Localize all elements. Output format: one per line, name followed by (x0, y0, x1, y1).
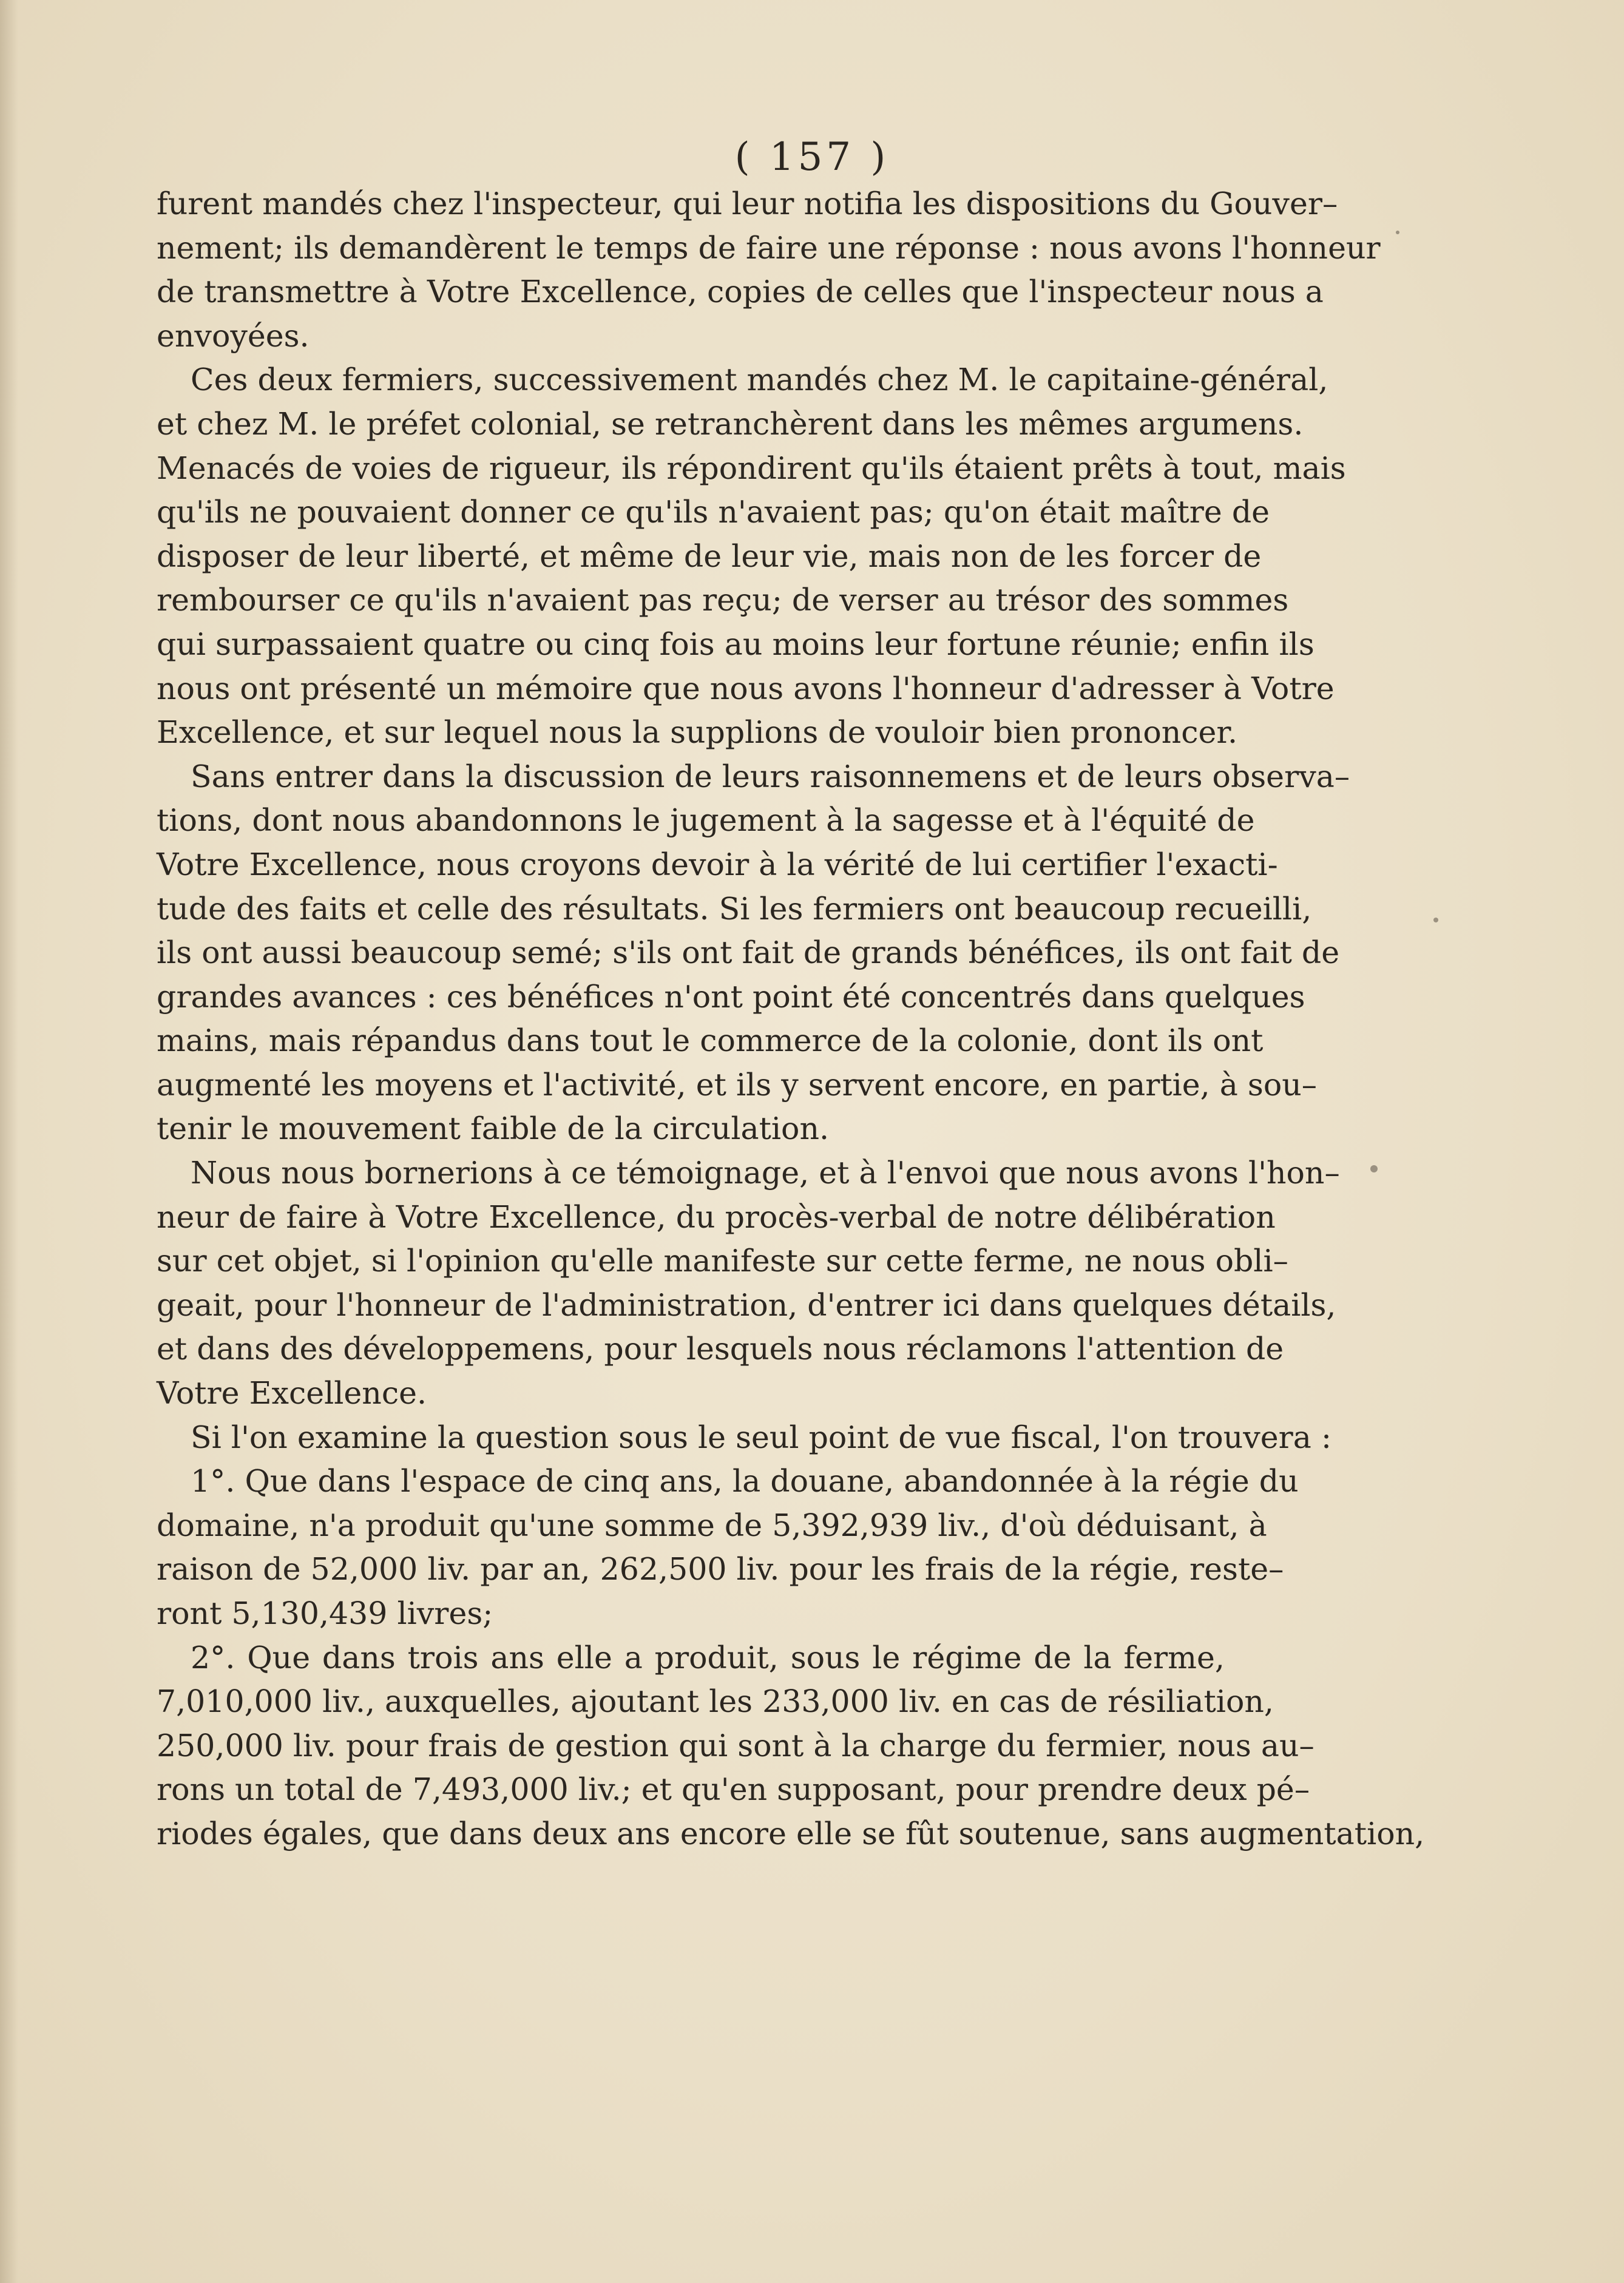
text-line: Menacés de voies de rigueur, ils répondirent qu'ils étaient prêts à tout, mais (157, 450, 1346, 486)
text-line: 1°. Que dans l'espace de cinq ans, la douane, abandonnée à la régie du (191, 1463, 1299, 1500)
text-line: Excellence, et sur lequel nous la supplions de vouloir bien prononcer. (157, 714, 1238, 751)
page-edge-shadow (0, 0, 18, 2283)
text-line: nement; ils demandèrent le temps de faire une réponse : nous avons l'honneur (157, 229, 1381, 266)
text-line: tenir le mouvement faible de la circulation. (157, 1111, 830, 1147)
text-line: sur cet objet, si l'opinion qu'elle manifeste sur cette ferme, ne nous obli– (157, 1243, 1288, 1279)
text-line: neur de faire à Votre Excellence, du procès-verbal de notre délibération (157, 1199, 1276, 1235)
text-line: geait, pour l'honneur de l'administration, d'entrer ici dans quelques détails, (157, 1287, 1336, 1323)
text-line: Si l'on examine la question sous le seul point de vue fiscal, l'on trouvera : (191, 1419, 1331, 1455)
text-line: qui surpassaient quatre ou cinq fois au moins leur fortune réunie; enfin ils (157, 626, 1314, 662)
text-line: Nous nous bornerions à ce témoignage, et à l'envoi que nous avons l'hon– (191, 1155, 1340, 1191)
text-line: envoyées. (157, 317, 310, 354)
text-line: grandes avances : ces bénéfices n'ont point été concentrés dans quelques (157, 978, 1305, 1015)
text-line: rons un total de 7,493,000 liv.; et qu'en supposant, pour prendre deux pé– (157, 1771, 1310, 1808)
text-line: Sans entrer dans la discussion de leurs raisonnemens et de leurs observa– (191, 758, 1350, 794)
text-line: de transmettre à Votre Excellence, copies de celles que l'inspecteur nous a (157, 274, 1324, 310)
text-line: domaine, n'a produit qu'une somme de 5,392,939 liv., d'où déduisant, à (157, 1507, 1267, 1543)
text-line: tude des faits et celle des résultats. Si les fermiers ont beaucoup recueilli, (157, 890, 1312, 927)
text-line: tions, dont nous abandonnons le jugement à la sagesse et à l'équité de (157, 802, 1255, 839)
text-line: Votre Excellence, nous croyons devoir à la vérité de lui certifier l'exacti- (157, 846, 1278, 882)
text-line: rembourser ce qu'ils n'avaient pas reçu; de verser au trésor des sommes (157, 582, 1289, 618)
text-line: et chez M. le préfet colonial, se retranchèrent dans les mêmes argumens. (157, 405, 1304, 442)
paper-speck (1370, 1165, 1378, 1172)
text-line: qu'ils ne pouvaient donner ce qu'ils n'avaient pas; qu'on était maître de (157, 494, 1270, 530)
text-line: ils ont aussi beaucoup semé; s'ils ont fait de grands bénéfices, ils ont fait de (157, 935, 1340, 971)
text-line: Ces deux fermiers, successivement mandés chez M. le capitaine-général, (191, 362, 1328, 398)
text-line: et dans des développemens, pour lesquels nous réclamons l'attention de (157, 1331, 1284, 1367)
text-line: disposer de leur liberté, et même de leur vie, mais non de les forcer de (157, 538, 1262, 574)
text-line: raison de 52,000 liv. par an, 262,500 liv. pour les frais de la régie, reste– (157, 1551, 1284, 1588)
paper-speck (1396, 231, 1399, 234)
text-line: 7,010,000 liv., auxquelles, ajoutant les 233,000 liv. en cas de résiliation, (157, 1683, 1274, 1720)
text-line: augmenté les moyens et l'activité, et ils y servent encore, en partie, à sou– (157, 1066, 1318, 1103)
text-line: 2°. Que dans trois ans elle a produit, sous le régime de la ferme, (191, 1639, 1225, 1676)
body-text (157, 182, 1425, 1856)
text-line: riodes égales, que dans deux ans encore elle se fût soutenue, sans augmentation, (157, 1815, 1425, 1852)
text-line: ront 5,130,439 livres; (157, 1595, 493, 1631)
text-line: furent mandés chez l'inspecteur, qui leur notifia les dispositions du Gouver– (157, 186, 1338, 222)
page-number: ( 157 ) (734, 135, 890, 180)
text-line: Votre Excellence. (157, 1375, 427, 1412)
paper-speck (1433, 918, 1438, 922)
text-line: nous ont présenté un mémoire que nous avons l'honneur d'adresser à Votre (157, 670, 1335, 706)
text-line: 250,000 liv. pour frais de gestion qui sont à la charge du fermier, nous au– (157, 1727, 1314, 1764)
text-line: mains, mais répandus dans tout le commerce de la colonie, dont ils ont (157, 1023, 1264, 1059)
